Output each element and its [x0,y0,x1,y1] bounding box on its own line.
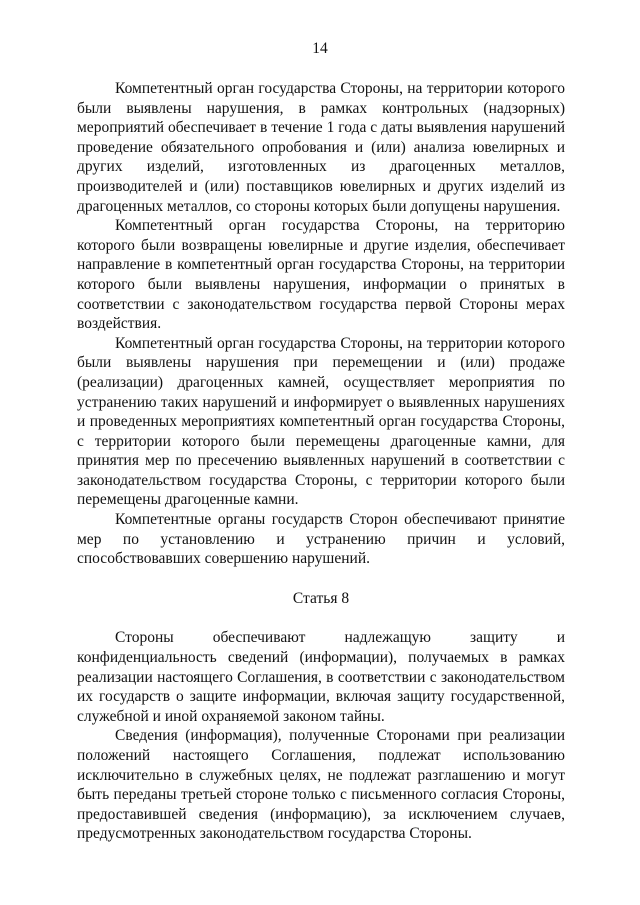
paragraph: Стороны обеспечивают надлежащую защиту и конфиденциальность сведений (информации), получаемых в рамках реализации настоящего Соглашения, в соответствии с законодательством их государств о защите информации, включая защиту государственной, служебной и иной охраняемой законом тайны. [77,629,565,725]
paragraph: Компетентный орган государства Стороны, на территории которого были выявлены нарушения, в рамках контрольных (надзорных) мероприятий обеспечивает в течение 1 года с даты выявления нарушений проведение обязательного опробования и (или) анализа ювелирных и других изделий, изготовленных из драгоценных металлов, производителей и (или) поставщиков ювелирных и других изделий из драгоценных металлов, со стороны которых были допущены нарушения. [77,80,565,215]
paragraph: Компетентные органы государств Сторон обеспечивают принятие мер по установлению и устранению причин и условий, способствовавших совершению нарушений. [77,511,565,568]
document-body [77,79,565,844]
page-number: 14 [312,40,328,57]
paragraph: Компетентный орган государства Стороны, на территорию которого были возвращены ювелирные и другие изделия, обеспечивает направление в компетентный орган государства Стороны, на территории которого были выявлены нарушения, информации о принятых в соответствии с законодательством государства первой Стороны мерах воздействия. [77,217,565,333]
article-heading: Статья 8 [292,589,350,607]
paragraph: Сведения (информация), полученные Сторонами при реализации положений настоящего Соглашения, подлежат использованию исключительно в служебных целях, не подлежат разглашению и могут быть переданы третьей стороне только с письменного согласия Стороны, предоставившей сведения (информацию), за исключением случаев, предусмотренных законодательством государства Стороны. [77,727,565,843]
paragraph: Компетентный орган государства Стороны, на территории которого были выявлены нарушения при перемещении и (или) продаже (реализации) драгоценных камней, осуществляет мероприятия по устранению таких нарушений и информирует о выявленных нарушениях и проведенных мероприятиях компетентный орган государства Стороны, с территории которого были перемещены драгоценные камни, для принятия мер по пресечению выявленных нарушений в соответствии с законодательством государства Стороны, с территории которого были перемещены драгоценные камни. [77,334,565,509]
